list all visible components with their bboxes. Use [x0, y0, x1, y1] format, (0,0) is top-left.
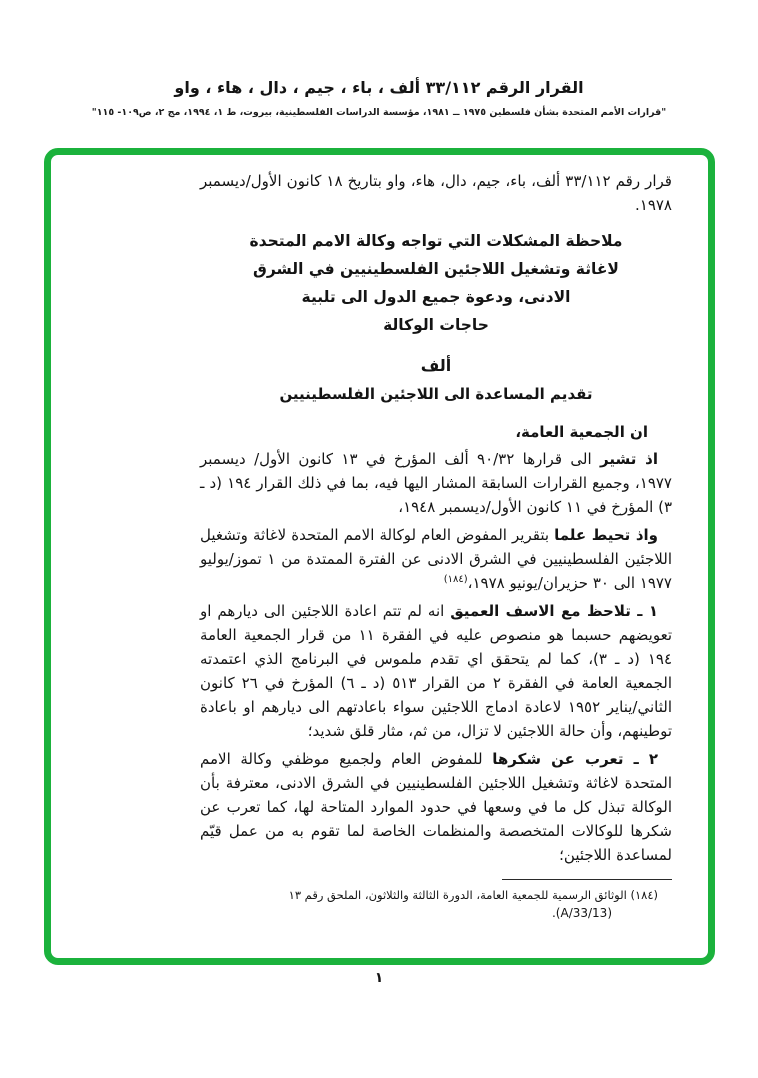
heading-line: حاجات الوكالة	[383, 316, 489, 334]
paragraph-lead: اذ تشير	[599, 450, 658, 468]
paragraph-lead: ٢ ـ تعرب عن شكرها	[492, 750, 659, 768]
paragraph-lead: ١ ـ تلاحظ مع الاسف العميق	[450, 602, 658, 620]
highlight-border-box	[44, 148, 715, 965]
preamble-intro: ان الجمعية العامة،	[515, 423, 648, 441]
paragraph-text: للمفوض العام ولجميع موظفي وكالة الامم المتحدة لاغاثة وتشغيل اللاجئين الفلسطينيين في الشرق الادنى، معترفة بأن الوكالة تبذل كل ما في وسعها في حدود الموارد المتاحة لها، كما تعرب عن شكرها للوكالات المتخصصة والمنظمات الخاصة لما تقوم به من عمل قيّم لمساعدة اللاجئين؛	[200, 750, 672, 864]
heading-line: لاغاثة وتشغيل اللاجئين الفلسطينيين في الشرق	[253, 260, 619, 278]
footnote-text: (١٨٤) الوثائق الرسمية للجمعية العامة، الدورة الثالثة والثلاثون، الملحق رقم ١٣	[288, 888, 658, 902]
heading-line: ملاحظة المشكلات التي تواجه وكالة الامم المتحدة	[249, 232, 623, 250]
resolution-title: القرار الرقم ٣٣/١١٢ ألف ، باء ، جيم ، دال ، هاء ، واو	[174, 78, 584, 97]
heading-line: الادنى، ودعوة جميع الدول الى تلبية	[301, 288, 571, 306]
preamble-paragraph	[200, 523, 672, 595]
paragraph-text: الى قرارها ٩٠/٣٢ ألف المؤرخ في ١٣ كانون الأول/ ديسمبر ١٩٧٧، وجميع القرارات السابقة المشار اليها فيه، بما في ذلك القرار ١٩٤ (د ـ ٣) المؤرخ في ١١ كانون الأول/ديسمبر ١٩٤٨،	[200, 450, 672, 516]
source-citation-line: "قرارات الأمم المتحدة بشأن فلسطين ١٩٧٥ ــ ١٩٨١، مؤسسة الدراسات الفلسطينية، بيروت، ط ١، ١٩٩٤، مج ٢، ص١٠٩- ١١٥"	[91, 107, 667, 118]
footnote-reference: (١٨٤)	[443, 574, 468, 585]
document-header	[0, 76, 758, 119]
footnote-document-symbol: .(A/33/13)	[551, 906, 612, 920]
paragraph-text: انه لم تتم اعادة اللاجئين الى ديارهم او تعويضهم حسبما هو منصوص عليه في الفقرة ١١ من قرار الجمعية العامة ١٩٤ (د ـ ٣)، كما لم يتحقق اي تقدم ملموس في البرنامج الذي اعتمدته الجمعية العامة في الفقرة ٢ من القرار ٥١٣ (د ـ ٦) المؤرخ في ٢٦ كانون الثاني/يناير ١٩٥٢ لاعادة ادماج اللاجئين سواء باعادتهم الى ديارهم او باعادة توطينهم، وأن حالة اللاجئين لا تزال، من ثم، مثار قلق شديد؛	[200, 602, 673, 740]
page-number: ١	[374, 970, 384, 986]
paragraph-text: بتقرير المفوض العام لوكالة الامم المتحدة لاغاثة وتشغيل اللاجئين الفلسطينيين في الشرق الادنى عن الفترة الممتدة من ١ تموز/يوليو ١٩٧٧ الى ٣٠ حزيران/يونيو ١٩٧٨،	[200, 526, 672, 592]
section-letter: ألف	[420, 356, 452, 375]
section-title: تقديم المساعدة الى اللاجئين الفلسطينيين	[279, 385, 593, 403]
operative-paragraph-2	[200, 747, 672, 867]
resolution-heading	[200, 227, 672, 339]
footnote-area	[200, 879, 672, 922]
paragraph-lead: واذ تحيط علما	[554, 526, 658, 544]
resolution-body	[200, 169, 672, 922]
preamble-paragraph	[200, 447, 672, 519]
operative-paragraph-1	[200, 599, 672, 743]
resolution-intro-line: قرار رقم ٣٣/١١٢ ألف، باء، جيم، دال، هاء، واو بتاريخ ١٨ كانون الأول/ديسمبر ١٩٧٨.	[200, 172, 672, 214]
footnote-separator	[502, 879, 672, 880]
